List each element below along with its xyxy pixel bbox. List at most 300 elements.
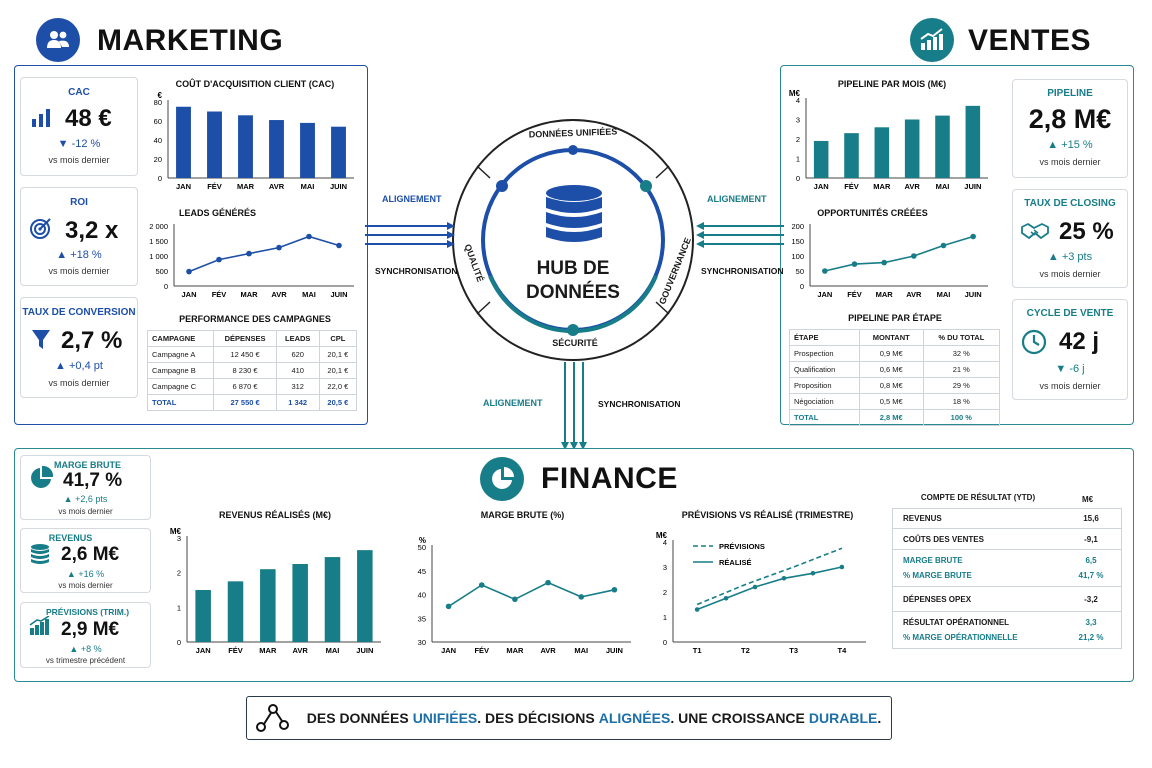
- series-line: [697, 567, 842, 610]
- y-tick-label: 0: [799, 282, 804, 291]
- table-cell: 410: [276, 363, 319, 379]
- y-tick-label: 20: [153, 155, 162, 164]
- bar: [292, 564, 308, 642]
- kpi-delta: ▲ +0,4 pt: [55, 360, 103, 372]
- table-cell: Campagne A: [148, 347, 214, 363]
- hub-title-line1: HUB DE: [536, 258, 610, 279]
- table-cell: TOTAL: [148, 395, 214, 411]
- coins-icon: [29, 543, 51, 565]
- kpi-title: ROI: [70, 197, 88, 208]
- kpi-value: 3,2 x: [65, 217, 119, 244]
- table-cell: 312: [276, 379, 319, 395]
- y-tick-label: 3: [176, 534, 181, 543]
- kpi-conversion-card: [20, 297, 138, 398]
- chart-forecast: [655, 530, 870, 660]
- x-tick-label: AVR: [540, 646, 556, 655]
- y-tick-label: 40: [153, 136, 162, 145]
- pl-group: [892, 550, 1122, 587]
- pl-row: [893, 615, 1121, 630]
- ring-label-top: DONNÉES UNIFIÉES: [528, 126, 618, 140]
- y-tick-label: 1 000: [149, 252, 168, 261]
- kpi-value: 2,7 %: [61, 327, 123, 354]
- pl-row: [893, 553, 1121, 568]
- y-tick-label: 35: [417, 614, 426, 624]
- table-cell: 1 342: [276, 395, 319, 411]
- tagline-banner: [246, 696, 892, 740]
- handshake-icon: [1021, 222, 1049, 240]
- y-tick-label: 1: [176, 603, 181, 613]
- kpi-revenue-card: [20, 528, 151, 593]
- x-tick-label: AVR: [271, 290, 287, 299]
- data-point: [578, 594, 584, 600]
- kpi-delta: ▲ +18 %: [56, 249, 102, 261]
- kpi-closing-card: [1012, 189, 1128, 288]
- kpi-sub: vs trimestre précédent: [45, 656, 126, 665]
- y-tick-label: 200: [791, 222, 804, 231]
- axis-unit-label: M€: [655, 531, 667, 540]
- y-tick-label: 1: [795, 154, 800, 164]
- pl-title: COMPTE DE RÉSULTAT (YTD): [920, 493, 1036, 502]
- kpi-value: 42 j: [1059, 328, 1100, 355]
- x-tick-label: MAR: [873, 182, 891, 191]
- x-tick-label: JAN: [817, 290, 833, 299]
- x-tick-label: JUIN: [330, 290, 348, 299]
- database-icon: [545, 184, 603, 246]
- table-row: [790, 346, 1000, 362]
- table-cell: Qualification: [790, 362, 860, 378]
- bar: [195, 590, 211, 642]
- kpi-sub: vs mois dernier: [1039, 269, 1101, 279]
- table-cell: 20,5 €: [319, 395, 356, 411]
- data-point: [782, 576, 787, 581]
- kpi-delta: ▲ +8 %: [69, 644, 102, 654]
- x-tick-label: FÉV: [474, 646, 490, 655]
- data-point: [695, 607, 700, 612]
- table-total-row: [790, 410, 1000, 426]
- x-tick-label: MAI: [936, 290, 951, 299]
- pl-value: 21,2 %: [1078, 633, 1104, 642]
- kpi-delta: ▲ +3 pts: [1047, 251, 1093, 263]
- chart-title-opps: OPPORTUNITÉS CRÉÉES: [817, 208, 928, 218]
- chart-pipeline: [788, 88, 994, 196]
- bar: [905, 120, 920, 179]
- table-cell: 32 %: [923, 346, 999, 362]
- kpi-value: 2,8 M€: [1028, 104, 1112, 134]
- pl-value: 41,7 %: [1078, 571, 1104, 580]
- table-row: [148, 347, 357, 363]
- kpi-sub: vs mois dernier: [58, 581, 113, 590]
- growth-chart-icon: [29, 616, 51, 636]
- data-point: [811, 571, 816, 576]
- table-header: ÉTAPE: [790, 330, 860, 346]
- table-cell: 0,8 M€: [859, 378, 923, 394]
- y-tick-label: 3: [662, 563, 667, 572]
- kpi-margin-card: [20, 455, 151, 520]
- pl-unit: M€: [1082, 495, 1094, 504]
- y-tick-label: 1 500: [149, 237, 168, 246]
- kpi-cac-card: [20, 77, 138, 176]
- data-point: [970, 234, 976, 240]
- table-cell: Négociation: [790, 394, 860, 410]
- axis-unit-label: %: [418, 536, 426, 545]
- flow-arrows-right: [696, 222, 784, 248]
- x-tick-label: T4: [837, 646, 847, 655]
- data-point: [822, 268, 828, 274]
- x-tick-label: MAI: [302, 290, 316, 299]
- data-point: [724, 596, 729, 601]
- y-tick-label: 50: [795, 267, 804, 276]
- bar: [844, 133, 859, 178]
- series-line: [825, 237, 973, 272]
- x-tick-label: MAR: [240, 290, 258, 299]
- pl-group: [892, 587, 1122, 612]
- y-tick-label: 40: [417, 590, 426, 600]
- data-point: [753, 585, 758, 590]
- campaigns-table: [147, 330, 357, 411]
- table-header: % DU TOTAL: [923, 330, 999, 346]
- chart-revenue: [165, 520, 385, 660]
- table-cell: TOTAL: [790, 410, 860, 426]
- data-point: [881, 260, 887, 266]
- flow-arrows-down: [561, 362, 587, 452]
- data-point: [186, 269, 192, 275]
- table-row: [148, 363, 357, 379]
- table-cell: 620: [276, 347, 319, 363]
- x-tick-label: JAN: [181, 290, 197, 299]
- data-point: [276, 245, 282, 251]
- sales-icon: [910, 18, 954, 62]
- finance-icon: [480, 457, 524, 501]
- legend-label: PRÉVISIONS: [719, 542, 765, 551]
- pl-row: [893, 529, 1121, 549]
- x-tick-label: JUIN: [356, 646, 374, 655]
- ring-label-bottom: SÉCURITÉ: [552, 338, 598, 348]
- kpi-title: TAUX DE CONVERSION: [22, 307, 136, 318]
- pl-value: 6,5: [1085, 556, 1097, 565]
- axis-unit-label: €: [157, 92, 162, 100]
- table-row: [148, 379, 357, 395]
- data-point: [336, 243, 342, 249]
- table-header: LEADS: [276, 331, 319, 347]
- sales-title: VENTES: [968, 24, 1092, 57]
- stages-table: [789, 329, 1000, 426]
- kpi-delta: ▲ +2,6 pts: [63, 494, 108, 504]
- axis-unit-label: M€: [169, 527, 181, 536]
- x-tick-label: FÉV: [207, 182, 222, 191]
- table-row: [790, 362, 1000, 378]
- bar: [238, 115, 253, 178]
- table-cell: 8 230 €: [214, 363, 276, 379]
- chart-opps: [788, 218, 994, 304]
- table-cell: 18 %: [923, 394, 999, 410]
- x-tick-label: JAN: [813, 182, 829, 191]
- table-header: CPL: [319, 331, 356, 347]
- x-tick-label: FÉV: [847, 290, 862, 299]
- flow-arrows-left: [365, 222, 455, 248]
- y-tick-label: 0: [795, 174, 800, 183]
- kpi-roi-card: [20, 187, 138, 286]
- table-cell: Proposition: [790, 378, 860, 394]
- banner-highlight: DURABLE: [808, 710, 878, 726]
- kpi-delta: ▼ -12 %: [57, 138, 101, 150]
- y-tick-label: 100: [791, 252, 804, 261]
- kpi-forecast-card: [20, 602, 151, 668]
- chart-title-pipeline: PIPELINE PAR MOIS (M€): [837, 79, 947, 89]
- pl-value: 3,3: [1085, 618, 1097, 627]
- flow-label: SYNCHRONISATION: [701, 266, 784, 276]
- bar: [228, 581, 244, 642]
- x-tick-label: JUIN: [329, 182, 348, 191]
- y-tick-label: 0: [662, 638, 667, 647]
- hub-title-line2: DONNÉES: [526, 282, 620, 303]
- bar: [269, 120, 284, 178]
- marketing-title: MARKETING: [97, 24, 284, 57]
- bar: [875, 127, 890, 178]
- series-line: [449, 583, 615, 607]
- kpi-pipeline-card: [1012, 79, 1128, 178]
- pl-table: [892, 508, 1122, 649]
- funnel-icon: [31, 329, 51, 351]
- legend-label: RÉALISÉ: [719, 558, 752, 567]
- kpi-delta: ▼ -6 j: [1055, 363, 1085, 375]
- table-header: CAMPAGNE: [148, 331, 214, 347]
- kpi-value: 41,7 %: [63, 470, 123, 491]
- kpi-value: 25 %: [1059, 218, 1114, 245]
- table-cell: 20,1 €: [319, 347, 356, 363]
- y-tick-label: 4: [795, 96, 800, 105]
- x-tick-label: JAN: [175, 182, 192, 191]
- chart-cac: [146, 92, 360, 196]
- x-tick-label: MAI: [325, 646, 340, 655]
- x-tick-label: JUIN: [964, 182, 982, 191]
- kpi-title: TAUX DE CLOSING: [1024, 198, 1116, 209]
- pl-group: [892, 508, 1122, 550]
- x-tick-label: AVR: [268, 182, 285, 191]
- pl-row: [893, 630, 1121, 645]
- x-tick-label: MAI: [574, 646, 589, 655]
- y-tick-label: 30: [417, 638, 426, 647]
- banner-text: DES DONNÉES: [306, 710, 409, 726]
- y-tick-label: 2 000: [149, 222, 168, 231]
- data-point: [512, 596, 518, 602]
- x-tick-label: T2: [740, 646, 750, 655]
- x-tick-label: JUIN: [964, 290, 982, 299]
- pl-label: COÛTS DES VENTES: [903, 534, 984, 544]
- y-tick-label: 45: [417, 566, 426, 576]
- x-tick-label: JUIN: [605, 646, 623, 655]
- y-tick-label: 80: [153, 98, 162, 107]
- data-point: [941, 243, 947, 249]
- pl-label: MARGE BRUTE: [903, 556, 963, 565]
- growth-chart-icon: [919, 28, 945, 52]
- x-tick-label: MAI: [935, 182, 950, 191]
- x-tick-label: JAN: [195, 646, 211, 655]
- data-point: [216, 257, 222, 263]
- chart-title-forecast: PRÉVISIONS VS RÉALISÉ (TRIMESTRE): [681, 510, 854, 520]
- y-tick-label: 2: [662, 588, 667, 597]
- data-point: [911, 253, 917, 259]
- bar-chart-icon: [31, 108, 51, 128]
- pie-chart-icon: [489, 466, 515, 492]
- y-tick-label: 500: [155, 267, 168, 276]
- y-tick-label: 2: [176, 568, 181, 578]
- chart-title-revenue: REVENUS RÉALISÉS (M€): [218, 510, 332, 520]
- kpi-cycle-card: [1012, 299, 1128, 400]
- table-cell: 6 870 €: [214, 379, 276, 395]
- y-tick-label: 150: [791, 237, 804, 246]
- banner-text: . UNE CROISSANCE: [670, 710, 805, 726]
- table-header: MONTANT: [859, 330, 923, 346]
- pl-group: [892, 612, 1122, 649]
- table-row: [790, 378, 1000, 394]
- table-cell: 29 %: [923, 378, 999, 394]
- chart-leads: [146, 218, 360, 304]
- kpi-value: 48 €: [65, 105, 112, 132]
- y-tick-label: 0: [176, 638, 181, 647]
- x-tick-label: T3: [789, 646, 799, 655]
- kpi-delta: ▲ +16 %: [66, 569, 105, 579]
- table-cell: 0,6 M€: [859, 362, 923, 378]
- x-tick-label: FÉV: [844, 182, 859, 191]
- kpi-title: CAC: [68, 87, 90, 98]
- kpi-sub: vs mois dernier: [1039, 157, 1101, 167]
- finance-title: FINANCE: [541, 462, 678, 495]
- x-tick-label: MAR: [236, 182, 255, 191]
- chart-title-leads: LEADS GÉNÉRÉS: [178, 208, 256, 218]
- y-tick-label: 50: [417, 543, 426, 552]
- users-icon: [45, 29, 71, 51]
- table-header-row: [790, 330, 1000, 346]
- banner-highlight: ALIGNÉES: [598, 710, 671, 726]
- marketing-icon: [36, 18, 80, 62]
- data-point: [612, 587, 618, 593]
- kpi-sub: vs mois dernier: [48, 378, 110, 388]
- pl-row: [893, 587, 1121, 611]
- x-tick-label: FÉV: [211, 290, 227, 299]
- x-tick-label: T1: [692, 646, 702, 655]
- kpi-value: 2,6 M€: [61, 544, 120, 565]
- y-tick-label: 0: [163, 282, 168, 291]
- data-point: [446, 604, 452, 610]
- banner-text: . DES DÉCISIONS: [477, 710, 595, 726]
- bar: [935, 116, 950, 178]
- table-cell: Campagne B: [148, 363, 214, 379]
- pl-label: % MARGE BRUTE: [903, 571, 972, 580]
- bar: [260, 569, 276, 642]
- clock-icon: [1021, 329, 1047, 355]
- data-point: [545, 580, 551, 586]
- bar: [357, 550, 373, 642]
- banner-highlight: UNIFIÉES: [412, 710, 478, 726]
- bar: [207, 112, 222, 179]
- flow-label: ALIGNEMENT: [382, 194, 442, 204]
- flow-label: SYNCHRONISATION: [375, 266, 458, 276]
- x-tick-label: AVR: [906, 290, 922, 299]
- target-icon: [29, 216, 53, 240]
- bar: [966, 106, 981, 178]
- table-header: DÉPENSES: [214, 331, 276, 347]
- kpi-title: REVENUS: [48, 533, 93, 543]
- kpi-title: PIPELINE: [1047, 88, 1093, 99]
- chart-title-margin: MARGE BRUTE (%): [480, 510, 565, 520]
- x-tick-label: FÉV: [228, 646, 243, 655]
- pl-label: % MARGE OPÉRATIONNELLE: [903, 633, 1018, 642]
- ring-label-left: QUALITÉ: [462, 242, 486, 284]
- kpi-sub: vs mois dernier: [58, 507, 113, 516]
- table-total-row: [148, 395, 357, 411]
- axis-unit-label: M€: [788, 89, 800, 98]
- table-cell: 22,0 €: [319, 379, 356, 395]
- flow-label: SYNCHRONISATION: [598, 399, 681, 409]
- table-cell: 21 %: [923, 362, 999, 378]
- banner-text: .: [877, 710, 882, 726]
- data-point: [840, 565, 845, 570]
- table-cell: 100 %: [923, 410, 999, 426]
- y-tick-label: 60: [153, 117, 162, 126]
- stages-title: PIPELINE PAR ÉTAPE: [848, 313, 942, 323]
- y-tick-label: 4: [662, 538, 667, 547]
- pl-label: DÉPENSES OPEX: [903, 594, 972, 604]
- kpi-sub: vs mois dernier: [1039, 381, 1101, 391]
- pl-value: -9,1: [1084, 534, 1098, 544]
- pl-value: -3,2: [1084, 594, 1098, 604]
- x-tick-label: JAN: [441, 646, 457, 655]
- table-header-row: [148, 331, 357, 347]
- flow-label: ALIGNEMENT: [707, 194, 767, 204]
- data-point: [852, 261, 858, 267]
- flow-label: ALIGNEMENT: [483, 398, 543, 408]
- y-tick-label: 0: [157, 174, 162, 183]
- pl-value: 15,6: [1083, 514, 1099, 523]
- table-cell: Campagne C: [148, 379, 214, 395]
- bar: [176, 107, 191, 178]
- data-point: [246, 251, 252, 257]
- x-tick-label: AVR: [904, 182, 920, 191]
- bar: [325, 557, 341, 642]
- x-tick-label: MAR: [506, 646, 524, 655]
- kpi-value: 2,9 M€: [61, 619, 120, 640]
- kpi-delta: ▲ +15 %: [1047, 139, 1093, 151]
- y-tick-label: 2: [795, 135, 800, 144]
- data-point: [479, 582, 485, 588]
- table-row: [790, 394, 1000, 410]
- pl-row: [893, 509, 1121, 529]
- bar: [331, 127, 346, 178]
- bar: [300, 123, 315, 178]
- y-tick-label: 1: [662, 613, 667, 622]
- pl-row: [893, 568, 1121, 583]
- chart-margin: [410, 525, 635, 660]
- pl-label: REVENUS: [903, 514, 942, 523]
- kpi-title: CYCLE DE VENTE: [1026, 308, 1114, 319]
- campaigns-title: PERFORMANCE DES CAMPAGNES: [179, 314, 331, 324]
- data-point: [306, 234, 312, 240]
- chart-title-cac: COÛT D'ACQUISITION CLIENT (CAC): [175, 79, 335, 89]
- table-cell: 2,8 M€: [859, 410, 923, 426]
- y-tick-label: 3: [795, 115, 800, 125]
- series-line: [189, 237, 339, 272]
- kpi-sub: vs mois dernier: [48, 155, 110, 165]
- table-cell: 12 450 €: [214, 347, 276, 363]
- network-icon: [255, 703, 289, 733]
- x-tick-label: MAR: [875, 290, 893, 299]
- pl-label: RÉSULTAT OPÉRATIONNEL: [903, 618, 1010, 627]
- table-cell: 0,9 M€: [859, 346, 923, 362]
- series-line: [697, 548, 842, 604]
- table-cell: Prospection: [790, 346, 860, 362]
- x-tick-label: AVR: [292, 646, 308, 655]
- table-cell: 27 550 €: [214, 395, 276, 411]
